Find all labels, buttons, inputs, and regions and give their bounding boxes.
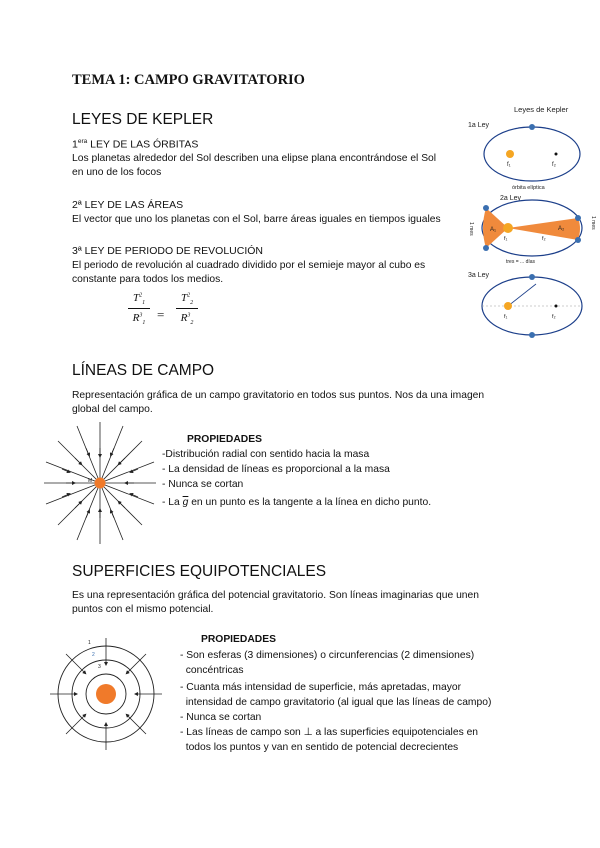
equipotential-prop-4: - Las líneas de campo son ⊥ a las superficies equipotenciales en — [180, 727, 479, 738]
law1-text-2: en uno de los focos — [72, 167, 162, 178]
g-vector-symbol: $\overline{g}$ — [182, 497, 189, 508]
law1-sup: era — [77, 138, 88, 145]
equipotential-heading: SUPERFICIES EQUIPOTENCIALES — [72, 563, 327, 580]
orbit-ellipse-1 — [484, 127, 580, 181]
mass-sphere-icon — [96, 684, 116, 704]
field-prop-2: - La densidad de líneas es proporcional a la masa — [162, 464, 390, 475]
radius-vector-line — [508, 284, 536, 306]
field-lines-desc-2: global del campo. — [72, 404, 153, 415]
figure-law2-label: 2a Ley — [500, 195, 522, 202]
field-prop-4 — [162, 496, 431, 511]
field-props-title: PROPIEDADES — [187, 434, 262, 445]
planet-icon-1 — [529, 124, 535, 130]
planet-icon-3b — [529, 332, 535, 338]
figure-a1: A₁ — [490, 227, 497, 233]
page-title: TEMA 1: CAMPO GRAVITATORIO — [72, 72, 305, 88]
law3-text-1: El periodo de revolución al cuadrado dividido por el semieje mayor al cubo es — [72, 260, 426, 271]
sun-icon-3 — [504, 302, 512, 310]
figure-title: Leyes de Kepler — [514, 105, 569, 114]
kepler-formula — [128, 292, 208, 342]
formula-fraction-left: $\frac{T^2_1}{R^3_1}$ — [128, 292, 150, 326]
equipotential-prop-1: - Son esferas (3 dimensiones) o circunferencias (2 dimensiones) — [180, 650, 475, 661]
ring-label-2: 2 — [92, 652, 95, 658]
law1-title: LEY DE LAS ÓRBITAS — [87, 138, 199, 151]
sun-icon-2 — [503, 223, 513, 233]
equipotential-prop-4b: todos los puntos y van en sentido de potencial decrecientes — [180, 742, 459, 753]
figure-f1: f₁ — [507, 162, 511, 168]
figure-law3-label: 3a Ley — [468, 272, 490, 279]
equipotential-props-title: PROPIEDADES — [201, 634, 276, 645]
equipotential-desc-1: Es una representación gráfica del potencial gravitatorio. Son líneas imaginarias que unen — [72, 590, 479, 601]
formula-fraction-right: $\frac{T^2_2}{R^3_2}$ — [176, 292, 198, 326]
equipotential-diagram — [48, 630, 164, 754]
ring-label-3: 3 — [98, 664, 101, 670]
figure-month-left: 1 mes — [468, 222, 474, 236]
law2-label: 2ª LEY DE LAS ÁREAS — [72, 199, 184, 211]
figure-f1-law2: f₁ — [504, 236, 508, 242]
law3-label: 3ª LEY DE PERIODO DE REVOLUCIÓN — [72, 245, 263, 257]
figure-orbit-label: órbita elíptica — [512, 185, 545, 191]
kepler-heading: LEYES DE KEPLER — [72, 111, 214, 128]
figure-third-bottom: tres = ... días — [506, 259, 536, 265]
field-prop-3: - Nunca se cortan — [162, 479, 244, 490]
field-lines-desc-1: Representación gráfica de un campo gravitatorio en todos sus puntos. Nos da una imagen — [72, 390, 485, 401]
law1-text-1: Los planetas alrededor del Sol describen una elipse plana encontrándose el Sol — [72, 153, 437, 164]
figure-f1-law3: f₁ — [504, 314, 508, 320]
field-prop-4-before: - La — [162, 497, 183, 508]
ring-label-1: 1 — [88, 640, 91, 646]
mass-label: M — [88, 478, 93, 484]
field-prop-1: -Distribución radial con sentido hacia la masa — [162, 449, 370, 460]
field-lines-diagram — [44, 422, 156, 544]
planet-icon-2a — [483, 205, 489, 211]
law1-label — [72, 138, 198, 151]
law3-text-2: constante para todos los medios. — [72, 274, 224, 285]
planet-icon-2d — [575, 237, 581, 243]
figure-f2: f₂ — [552, 162, 556, 168]
mass-icon — [95, 478, 106, 489]
planet-icon-2c — [575, 215, 581, 221]
figure-a2: A₂ — [558, 226, 565, 232]
sun-icon-1 — [506, 150, 514, 158]
focus-point-1 — [555, 153, 558, 156]
planet-icon-2b — [483, 245, 489, 251]
field-prop-4-after: en un punto es la tangente a la línea en dicho punto. — [188, 497, 432, 508]
equipotential-prop-1b: concéntricas — [180, 665, 244, 676]
law1-number: 1 — [72, 138, 78, 151]
figure-law1-label: 1a Ley — [468, 122, 490, 129]
figure-f2-law2: f₂ — [542, 236, 546, 242]
focus-point-3 — [555, 305, 558, 308]
kepler-laws-figure — [466, 100, 598, 350]
law2-text-1: El vector que uno los planetas con el Sol, barre áreas iguales en tiempos iguales — [72, 214, 441, 225]
figure-f2-law3: f₂ — [552, 314, 556, 320]
figure-month-right: 1 mes — [590, 216, 596, 230]
equipotential-prop-2: - Cuanta más intensidad de superficie, más apretadas, mayor — [180, 682, 462, 693]
equipotential-desc-2: puntos con el mismo potencial. — [72, 604, 214, 615]
equipotential-prop-2b: intensidad de campo gravitatorio (al igual que las líneas de campo) — [180, 697, 492, 708]
formula-equals: = — [157, 307, 165, 322]
planet-icon-3 — [529, 274, 535, 280]
equipotential-prop-3: - Nunca se cortan — [180, 712, 262, 723]
field-lines-heading: LÍNEAS DE CAMPO — [72, 362, 215, 379]
